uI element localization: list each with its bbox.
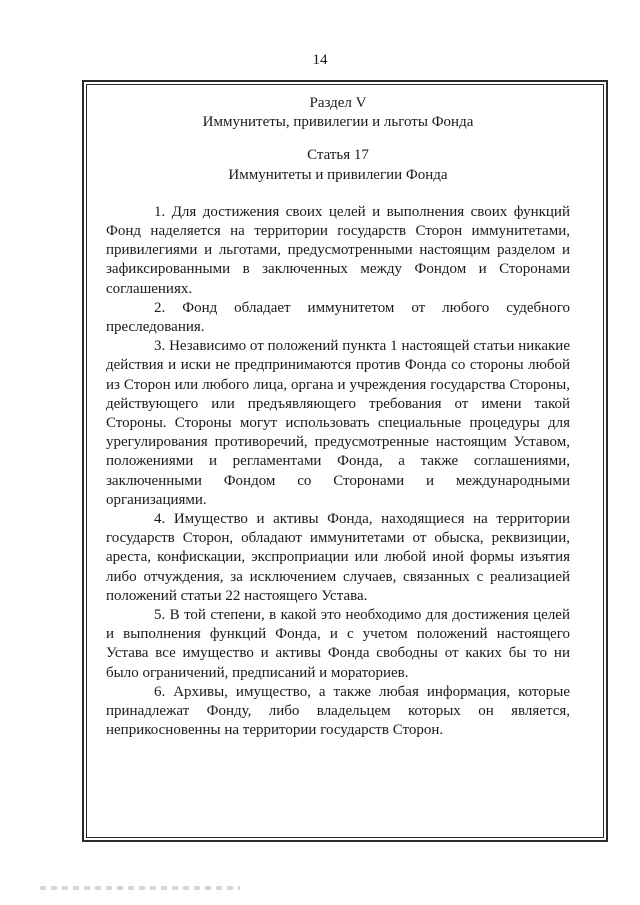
spacer: [106, 132, 570, 146]
paragraph-5: 5. В той степени, в какой это необходимо для достижения целей и выполнения функций Фонда, и с учетом положений настоящего Устава все имущество и активы Фонда свободны от каких бы то ни было ограничений, предписаний и мораториев.: [106, 607, 570, 681]
page-number: 14: [312, 52, 328, 68]
paragraph-2: 2. Фонд обладает иммунитетом от любого судебного преследования.: [106, 299, 570, 336]
paragraph-6: 6. Архивы, имущество, а также любая информация, которые принадлежат Фонду, либо владельцем которых он является, неприкосновенны на территории государств Сторон.: [106, 683, 570, 739]
section-title: Иммунитеты, привилегии и льготы Фонда: [202, 114, 474, 131]
article-title: Иммунитеты и привилегии Фонда: [228, 166, 448, 183]
scan-artifact-marks: [40, 886, 240, 890]
document-body: [106, 94, 570, 741]
spacer: [106, 185, 570, 203]
paragraph-1: 1. Для достижения своих целей и выполнения своих функций Фонд наделяется на территории государств Сторон иммунитетами, привилегиями и льготами, предусмотренными настоящим разделом и зафиксированными в заключенных между Фондом и Сторонами соглашениях.: [106, 203, 570, 297]
section-label: Раздел V: [309, 95, 367, 111]
paragraph-4: 4. Имущество и активы Фонда, находящиеся на территории государств Сторон, обладают иммунитетами от обыска, реквизиции, ареста, конфискации, экспроприации или любой иной формы изъятия либо отчуждения, за исключением случаев, связанных с реализацией положений статьи 22 настоящего Устава.: [106, 511, 570, 604]
paragraph-3: 3. Независимо от положений пункта 1 настоящей статьи никакие действия и иски не предпринимаются против Фонда со стороны любой из Сторон или любого лица, органа и учреждения государства Стороны, действующего или предъявляющего требования от имени такой Стороны. Стороны могут использовать специальные процедуры для урегулирования противоречий, предусмотренные настоящим Уставом, положениями и регламентами Фонда, а также соглашениями, заключенными Фондом со Сторонами и международными организациями.: [106, 338, 570, 508]
article-label: Статья 17: [307, 147, 369, 164]
